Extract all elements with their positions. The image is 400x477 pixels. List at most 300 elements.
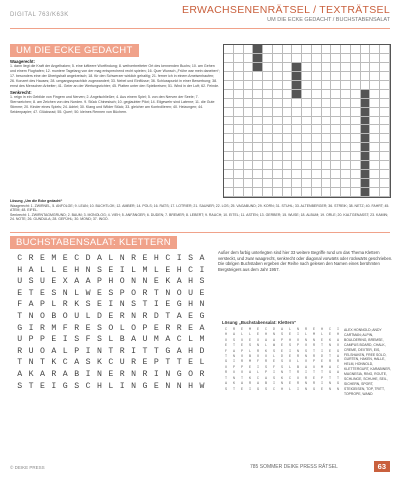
crossword-cell [312, 188, 322, 197]
word-search-letter: C [108, 358, 114, 368]
mini-grid-letter: A [232, 333, 236, 338]
word-search-row [14, 277, 208, 289]
crossword-cell [244, 152, 254, 161]
word-search-letter: K [165, 277, 171, 287]
crossword-cell [361, 99, 371, 108]
crossword-cell [292, 134, 302, 143]
crossword-cell [322, 54, 332, 63]
word-search-row [14, 335, 208, 347]
mini-grid-letter: E [320, 387, 324, 392]
word-search-letter: L [40, 265, 45, 275]
mini-grid-letter: M [248, 360, 252, 365]
crossword-cell [253, 125, 263, 134]
word-search-letter: X [62, 277, 68, 287]
crossword-cell [244, 125, 254, 134]
word-search-letter: U [142, 335, 148, 345]
mini-grid-letter: R [304, 328, 308, 332]
mini-grid-letter: E [328, 349, 332, 354]
crossword-cell [244, 134, 254, 143]
crossword-cell [370, 99, 380, 108]
crossword-cell [370, 134, 380, 143]
crossword-cell [361, 90, 371, 99]
word-search-letter: O [108, 323, 114, 333]
mini-grid-letter: S [280, 360, 284, 365]
crossword-cell [263, 81, 273, 90]
crossword-cell [351, 90, 361, 99]
crossword-cell [253, 81, 263, 90]
word-search-letter: E [142, 358, 148, 368]
word-search-letter: G [176, 300, 182, 310]
mini-grid-letter: R [256, 349, 260, 354]
mini-grid-letter: I [296, 333, 300, 338]
crossword-cell [253, 134, 263, 143]
across-head: Waagerecht: [10, 59, 35, 64]
crossword-cell [322, 72, 332, 81]
crossword-cell [302, 179, 312, 188]
word-search-letter: E [51, 277, 57, 287]
mini-grid-letter: S [248, 344, 252, 349]
mini-grid-letter: A [280, 328, 284, 332]
crossword-cell [312, 161, 322, 170]
crossword-cell [253, 90, 263, 99]
mini-grid-letter: I [272, 382, 276, 387]
word-search-letter: H [108, 277, 114, 287]
word-search-letter: G [17, 323, 23, 333]
word-search-letter: C [188, 265, 194, 275]
crossword-cell [331, 161, 341, 170]
crossword-cell [380, 81, 390, 90]
crossword-cell [341, 63, 351, 72]
mini-grid-letter: T [240, 376, 244, 381]
word-search-letter: R [119, 346, 125, 356]
mini-grid-letter: C [336, 365, 340, 370]
crossword-cell [370, 143, 380, 152]
crossword-cell [263, 134, 273, 143]
crossword-cell [331, 152, 341, 161]
crossword-cell [234, 117, 244, 126]
mini-grid-letter: P [280, 338, 284, 343]
word-search-letter: E [188, 311, 194, 321]
word-search-letter: G [176, 369, 182, 379]
mini-grid-letter: N [296, 328, 300, 332]
crossword-cell [273, 45, 283, 54]
crossword-cell [263, 117, 273, 126]
crossword-cell [322, 63, 332, 72]
crossword-cell [292, 125, 302, 134]
mini-grid-letter: U [240, 338, 244, 343]
crossword-cell [380, 108, 390, 117]
word-search-letter: N [165, 369, 171, 379]
mini-grid-letter: E [288, 355, 292, 360]
crossword-cell [302, 134, 312, 143]
word-search-letter: T [176, 358, 182, 368]
word-search-letter: A [176, 346, 182, 356]
crossword-cell [244, 45, 254, 54]
mini-grid-letter: A [256, 382, 260, 387]
crossword-cell [370, 179, 380, 188]
crossword-cell [292, 72, 302, 81]
crossword-cell [312, 90, 322, 99]
crossword-cell [331, 54, 341, 63]
word-search-letter: E [17, 288, 23, 298]
word-search-letter: R [142, 311, 148, 321]
word-search-letter: L [74, 288, 80, 298]
crossword-cell [283, 125, 293, 134]
mini-grid-letter: S [264, 365, 268, 370]
word-search-letter: N [142, 277, 148, 287]
mini-grid-letter: U [224, 338, 228, 343]
word-search-letter: A [165, 335, 171, 345]
word-search-letter: N [28, 311, 34, 321]
crossword-cell [283, 170, 293, 179]
word-search-letter: E [85, 323, 91, 333]
word-search-row [14, 266, 208, 278]
crossword-cell [224, 81, 234, 90]
word-search-letter: P [74, 346, 80, 356]
crossword-cell [331, 143, 341, 152]
crossword-cell [273, 81, 283, 90]
mini-grid-letter: K [264, 349, 268, 354]
crossword-cell [322, 117, 332, 126]
crossword-cell [283, 99, 293, 108]
mini-grid-letter: N [304, 338, 308, 343]
crossword-cell [244, 81, 254, 90]
mini-grid-letter: D [280, 355, 284, 360]
word-search-letter: L [153, 265, 159, 275]
crossword-cell [341, 99, 351, 108]
word-search-letter: U [119, 358, 125, 368]
crossword-cell [253, 63, 263, 72]
crossword-cell [244, 54, 254, 63]
crossword-cell [224, 45, 234, 54]
word-search-letter: R [119, 311, 125, 321]
crossword-cell [283, 152, 293, 161]
mini-grid-letter: R [296, 371, 300, 376]
word-search-letter: A [176, 277, 182, 287]
word-search-letter: A [74, 358, 80, 368]
crossword-cell [322, 170, 332, 179]
crossword-cell [351, 170, 361, 179]
crossword-cell [244, 143, 254, 152]
mini-grid-letter: E [256, 333, 260, 338]
crossword-cell [224, 63, 234, 72]
mini-grid-letter: N [296, 349, 300, 354]
word-search-letter: S [17, 381, 23, 391]
crossword-cell [331, 125, 341, 134]
word-search-letter: K [51, 358, 57, 368]
crossword-cell [273, 125, 283, 134]
crossword-cell [292, 143, 302, 152]
crossword-cell [370, 125, 380, 134]
mini-grid-letter: C [256, 376, 260, 381]
word-search-letter: E [108, 311, 114, 321]
mini-grid-letter: H [288, 338, 292, 343]
crossword-cell [273, 179, 283, 188]
word-search-letter: M [199, 335, 205, 345]
word-search-letter: P [40, 300, 45, 310]
crossword-cell [331, 134, 341, 143]
crossword-cell [312, 125, 322, 134]
word-search-letter: O [119, 277, 125, 287]
crossword-cell [380, 125, 390, 134]
crossword-cell [312, 170, 322, 179]
word-search-letter: S [96, 323, 102, 333]
word-search-letter: L [51, 300, 57, 310]
mini-grid-letter: K [328, 338, 332, 343]
word-search-letter: S [108, 288, 114, 298]
mini-grid-letter: I [232, 360, 236, 365]
mini-grid-letter: T [320, 344, 324, 349]
crossword-cell [283, 143, 293, 152]
word-search-letter: A [74, 277, 80, 287]
word-search-letter: S [51, 288, 57, 298]
word-search-letter: R [119, 369, 125, 379]
word-search-letter: S [74, 381, 80, 391]
crossword-cell [312, 152, 322, 161]
crossword-cell [224, 161, 234, 170]
crossword-cell [224, 108, 234, 117]
word-search-row [14, 254, 208, 266]
crossword-cell [273, 161, 283, 170]
word-search-letter: E [153, 381, 159, 391]
mini-grid-letter: U [312, 365, 316, 370]
crossword-cell [292, 54, 302, 63]
word-search-letter: A [28, 265, 34, 275]
mini-grid-letter: S [304, 349, 308, 354]
mini-grid-letter: X [256, 338, 260, 343]
crossword-cell [253, 54, 263, 63]
crossword-cell [224, 99, 234, 108]
mini-grid-letter: M [248, 328, 252, 332]
clues [10, 58, 220, 115]
mini-grid-letter: S [280, 333, 284, 338]
mini-grid-letter: E [240, 328, 244, 332]
mini-grid-letter: L [248, 333, 252, 338]
word-search-row [14, 370, 208, 382]
word-search-letter: I [62, 335, 68, 345]
word-search-letter: I [119, 265, 125, 275]
word-search-letter: U [188, 288, 194, 298]
mini-grid-letter: G [312, 387, 316, 392]
word-search-letter: P [28, 335, 34, 345]
crossword-cell [234, 54, 244, 63]
crossword-cell [341, 45, 351, 54]
crossword-cell [351, 45, 361, 54]
mini-grid-letter: R [328, 360, 332, 365]
mini-grid-letter: E [240, 387, 244, 392]
mini-grid-letter: A [336, 371, 340, 376]
crossword-cell [283, 117, 293, 126]
word-search-letter: D [96, 311, 102, 321]
word-search-letter: I [176, 254, 182, 263]
crossword-cell [283, 108, 293, 117]
word-search-letter: C [17, 254, 23, 263]
word-search-letter: E [40, 381, 45, 391]
instructions: Außer dem farbig unterlegten sind hier 33 weitere Begriffe rund um das Thema Klettern versteckt, und zwar waagrecht, senkrecht oder diagonal vorwärts oder rückwärts geschrieben. Die übrigen Buchstaben ergeben der Reihe nach gelesen den Namen eines berühmten Bergsteigers aus dem Jahr 1957. [218, 250, 393, 272]
word-search-letter: L [108, 335, 114, 345]
word-search-letter: G [165, 346, 171, 356]
mini-grid-letter: O [240, 355, 244, 360]
crossword-cell [331, 72, 341, 81]
crossword-cell [380, 152, 390, 161]
word-search-letter: R [165, 323, 171, 333]
crossword-cell [224, 143, 234, 152]
word-search-letter: A [62, 369, 68, 379]
word-search-letter: P [119, 288, 125, 298]
crossword-cell [302, 161, 312, 170]
word-search-letter: S [96, 265, 102, 275]
word-search-letter: A [96, 254, 102, 263]
mini-grid-letter: U [264, 355, 268, 360]
word-search-letter: N [199, 300, 205, 310]
crossword-cell [273, 134, 283, 143]
crossword-cell [370, 188, 380, 197]
mini-grid-letter: E [248, 365, 252, 370]
crossword-cell [322, 99, 332, 108]
mini-grid-letter: L [288, 365, 292, 370]
mini-grid-letter: T [224, 376, 228, 381]
mini-grid-letter: G [256, 387, 260, 392]
mini-grid-letter: I [336, 328, 340, 332]
crossword-cell [253, 108, 263, 117]
crossword-cell [273, 108, 283, 117]
crossword-cell [244, 72, 254, 81]
crossword-cell [302, 99, 312, 108]
crossword-cell [224, 170, 234, 179]
crossword-cell [370, 54, 380, 63]
crossword-cell [361, 179, 371, 188]
word-search-letter: A [28, 300, 34, 310]
mini-grid-letter: M [312, 333, 316, 338]
mini-grid-letter: U [224, 365, 228, 370]
mini-grid-letter: R [264, 360, 268, 365]
crossword-cell [370, 90, 380, 99]
mini-grid-letter: D [272, 328, 276, 332]
crossword-cell [322, 143, 332, 152]
crossword-cell [273, 143, 283, 152]
mini-grid-letter: P [240, 365, 244, 370]
crossword-cell [322, 134, 332, 143]
mini-grid-letter: T [328, 355, 332, 360]
header-title: ERWACHSENENRÄTSEL / TEXTRÄTSEL [182, 4, 390, 16]
mini-grid-letter: E [272, 360, 276, 365]
mini-grid-letter: O [240, 371, 244, 376]
word-search-row [14, 312, 208, 324]
word-search-letter: C [85, 381, 91, 391]
crossword-cell [341, 188, 351, 197]
mini-grid-letter: P [232, 365, 236, 370]
word-search-grid [14, 254, 208, 393]
crossword-cell [234, 63, 244, 72]
mini-grid-letter: P [264, 371, 268, 376]
crossword-cell [341, 152, 351, 161]
mini-grid-letter: P [320, 376, 324, 381]
crossword-cell [292, 161, 302, 170]
mini-grid-letter: E [312, 328, 316, 332]
mini-grid-letter: T [312, 349, 316, 354]
mini-grid-letter: R [232, 328, 236, 332]
mini-grid-letter: N [280, 382, 284, 387]
word-search-letter: F [85, 335, 91, 345]
word-search-row [14, 300, 208, 312]
crossword-cell [312, 99, 322, 108]
section2-title: BUCHSTABENSALAT: KLETTERN [10, 236, 177, 249]
word-search-letter: D [199, 346, 205, 356]
mini-grid-letter: E [256, 328, 260, 332]
mini-grid-letter: N [272, 333, 276, 338]
word-search-letter: D [85, 254, 91, 263]
crossword-cell [253, 72, 263, 81]
crossword-cell [331, 45, 341, 54]
crossword-cell [244, 63, 254, 72]
crossword-cell [302, 45, 312, 54]
crossword-cell [380, 188, 390, 197]
word-search-row [14, 347, 208, 359]
mini-grid-letter: R [304, 376, 308, 381]
crossword-cell [341, 81, 351, 90]
mini-grid-letter: B [296, 365, 300, 370]
crossword-cell [273, 99, 283, 108]
crossword-cell [292, 99, 302, 108]
crossword-cell [283, 54, 293, 63]
crossword-cell [292, 117, 302, 126]
mini-grid-letter: A [272, 338, 276, 343]
word-search-letter: L [62, 346, 68, 356]
mini-grid-letter: C [224, 328, 228, 332]
mini-grid-letter: A [264, 338, 268, 343]
crossword-cell [283, 161, 293, 170]
word-search-letter: N [165, 381, 171, 391]
crossword-cell [224, 134, 234, 143]
mini-grid-letter: R [296, 382, 300, 387]
word-search-letter: E [96, 288, 102, 298]
mini-grid-letter: R [224, 371, 228, 376]
crossword-cell [263, 99, 273, 108]
word-search-letter: H [188, 277, 194, 287]
crossword-cell [263, 152, 273, 161]
crossword-cell [263, 72, 273, 81]
mini-grid-letter: E [280, 344, 284, 349]
crossword-cell [351, 125, 361, 134]
word-search-row [14, 358, 208, 370]
mini-grid-letter: E [312, 376, 316, 381]
crossword-cell [283, 134, 293, 143]
word-search-letter: P [153, 358, 159, 368]
crossword-cell [341, 134, 351, 143]
word-search-letter: N [131, 369, 137, 379]
mini-grid-letter: H [264, 333, 268, 338]
word-search-letter: I [199, 265, 205, 275]
word-search-letter: O [40, 311, 45, 321]
word-search-letter: S [85, 358, 91, 368]
mini-grid-letter: A [304, 365, 308, 370]
word-search-letter: L [131, 265, 137, 275]
mini-grid-letter: L [240, 333, 244, 338]
mini-grid-letter: W [272, 344, 276, 349]
word-search-letter: F [17, 300, 23, 310]
crossword-cell [224, 125, 234, 134]
crossword-cell [361, 188, 371, 197]
word-search-letter: E [188, 323, 194, 333]
header-left: DIGITAL 763/K63K [10, 12, 69, 18]
mini-grid-letter: E [280, 349, 284, 354]
mini-grid-letter: N [328, 382, 332, 387]
word-search-letter: R [131, 254, 137, 263]
word-search-letter: A [199, 254, 205, 263]
crossword-cell [263, 161, 273, 170]
crossword-cell [312, 143, 322, 152]
word-search-letter: E [153, 323, 159, 333]
